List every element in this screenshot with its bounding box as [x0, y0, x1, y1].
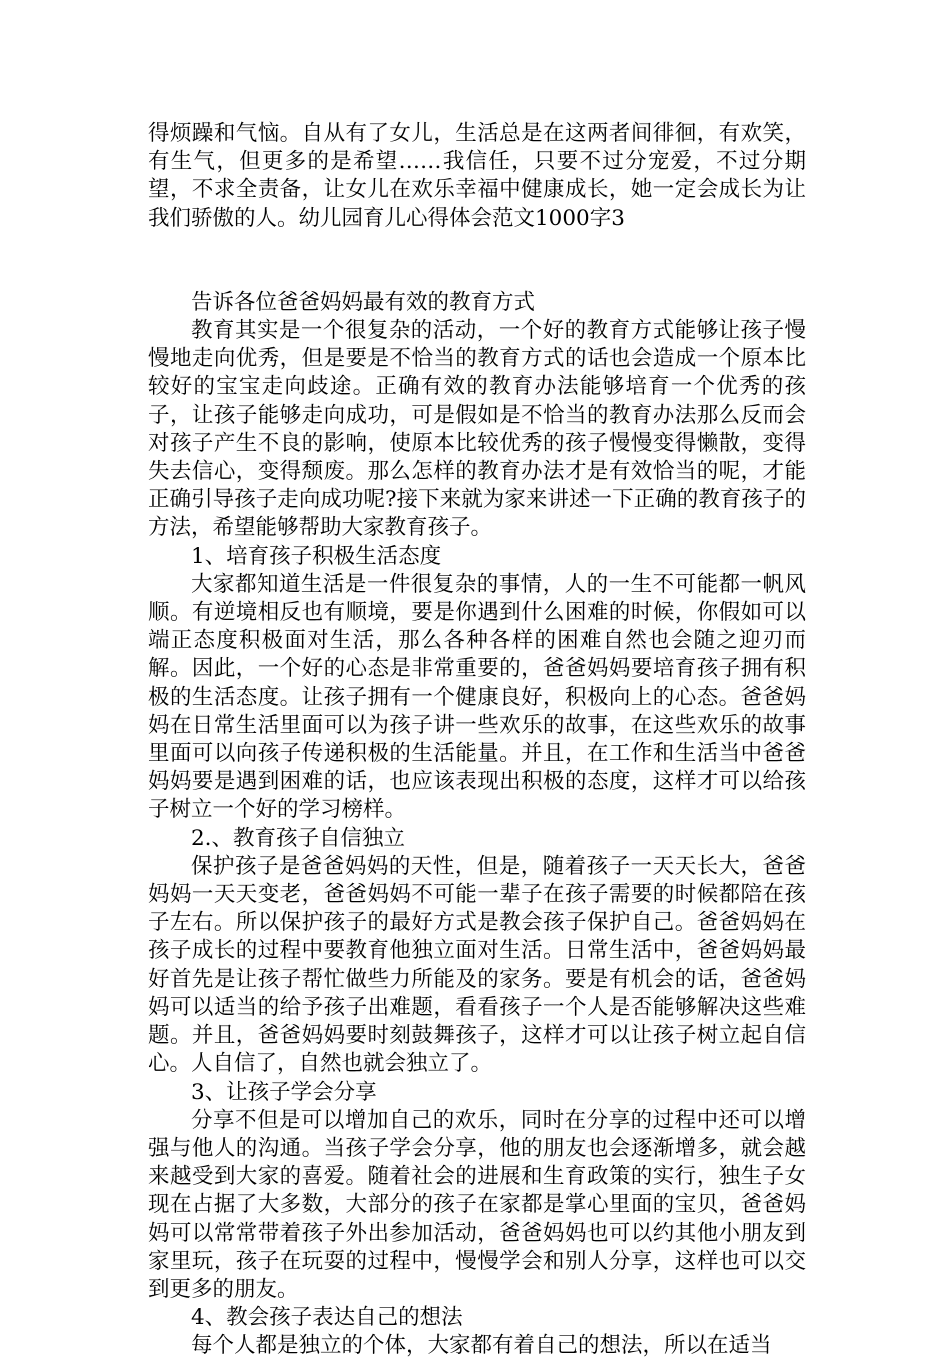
- body-paragraph-3: 保护孩子是爸爸妈妈的天性，但是，随着孩子一天天长大，爸爸妈妈一天天变老，爸爸妈妈不可能一辈子在孩子需要的时候都陪在孩子左右。所以保护孩子的最好方式是教会孩子保护自己。爸爸妈妈在孩子成长的过程中要教育他独立面对生活。日常生活中，爸爸妈妈最好首先是让孩子帮忙做些力所能及的家务。要是有机会的话，爸爸妈妈可以适当的给予孩子出难题，看看孩子一个人是否能够解决这些难题。并且，爸爸妈妈要时刻鼓舞孩子，这样才可以让孩子树立起自信心。人自信了，自然也就会独立了。: [148, 853, 806, 1077]
- section-spacer: [148, 233, 806, 289]
- article-title: 告诉各位爸爸妈妈最有效的教育方式: [191, 289, 536, 315]
- body-paragraph-5: 每个人都是独立的个体，大家都有着自己的想法，所以在适当: [191, 1333, 772, 1359]
- body-paragraph-4: 分享不但是可以增加自己的欢乐，同时在分享的过程中还可以增强与他人的沟通。当孩子学会分享，他的朋友也会逐渐增多，就会越来越受到大家的喜爱。随着社会的进展和生育政策的实行，独生子女现在占据了大多数，大部分的孩子在家都是掌心里面的宝贝，爸爸妈妈可以常常带着孩子外出参加活动，爸爸妈妈也可以约其他小朋友到家里玩，孩子在玩耍的过程中，慢慢学会和别人分享，这样也可以交到更多的朋友。: [148, 1107, 806, 1302]
- section-heading-3: 3、让孩子学会分享: [191, 1079, 377, 1105]
- section-heading-1: 1、培育孩子积极生活态度: [191, 543, 442, 569]
- body-paragraph-1: 教育其实是一个很复杂的活动，一个好的教育方式能够让孩子慢慢地走向优秀，但是要是不恰当的教育方式的话也会造成一个原本比较好的宝宝走向歧途。正确有效的教育办法能够培育一个优秀的孩子，让孩子能够走向成功，可是假如是不恰当的教育办法那么反而会对孩子产生不良的影响，使原本比较优秀的孩子慢慢变得懒散，变得失去信心，变得颓废。那么怎样的教育办法才是有效恰当的呢，才能正确引导孩子走向成功呢?接下来就为家来讲述一下正确的教育孩子的方法，希望能够帮助大家教育孩子。: [148, 318, 806, 541]
- intro-paragraph: 得烦躁和气恼。自从有了女儿，生活总是在这两者间徘徊，有欢笑，有生气，但更多的是希望……我信任，只要不过分宠爱，不过分期望，不求全责备，让女儿在欢乐幸福中健康成长，她一定会成长为让我们骄傲的人。幼儿园育儿心得体会范文1000字3: [148, 121, 806, 231]
- section-heading-2: 2.、教育孩子自信独立: [191, 825, 406, 851]
- body-paragraph-2: 大家都知道生活是一件很复杂的事情，人的一生不可能都一帆风顺。有逆境相反也有顺境，要是你遇到什么困难的时候，你假如可以端正态度积极面对生活，那么各种各样的困难自然也会随之迎刃而解。因此，一个好的心态是非常重要的，爸爸妈妈要培育孩子拥有积极的生活态度。让孩子拥有一个健康良好，积极向上的心态。爸爸妈妈在日常生活里面可以为孩子讲一些欢乐的故事，在这些欢乐的故事里面可以向孩子传递积极的生活能量。并且，在工作和生活当中爸爸妈妈要是遇到困难的话，也应该表现出积极的态度，这样才可以给孩子树立一个好的学习榜样。: [148, 571, 806, 823]
- section-heading-4: 4、教会孩子表达自己的想法: [191, 1305, 463, 1331]
- document-page: [148, 120, 806, 1361]
